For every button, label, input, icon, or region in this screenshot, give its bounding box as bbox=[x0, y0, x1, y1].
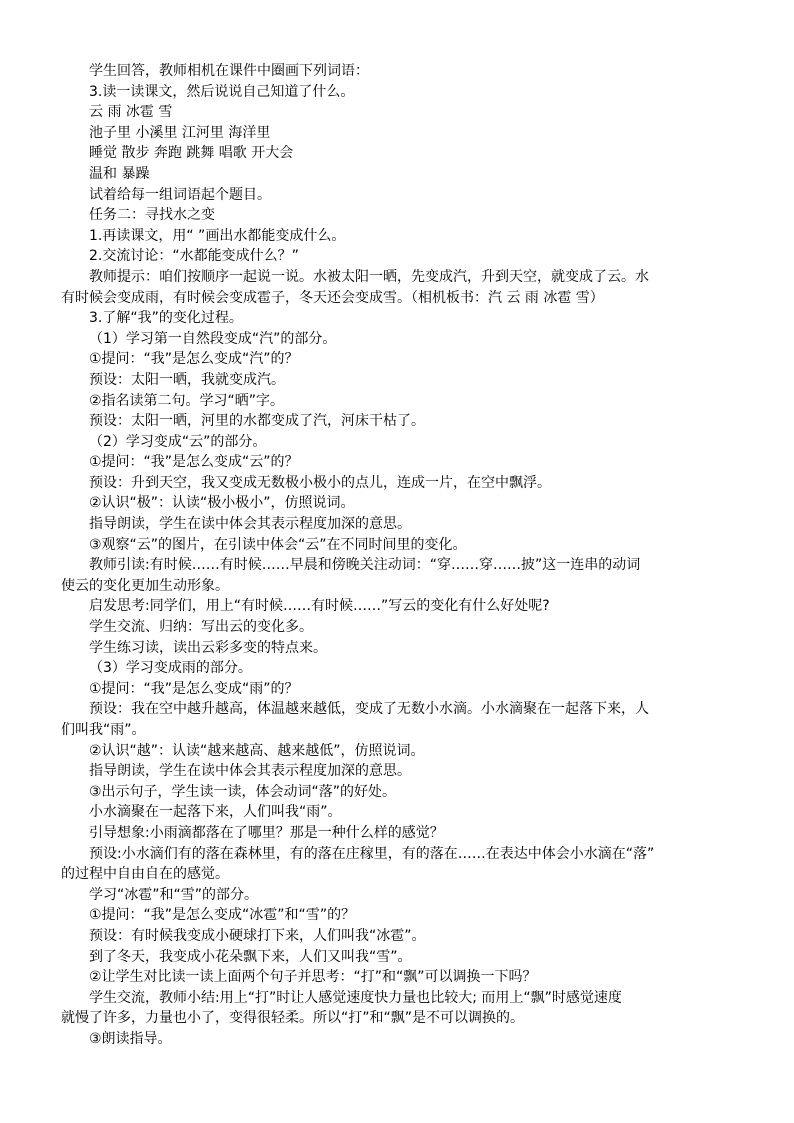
text-line: 预设：有时候我变成小硬球打下来，人们叫我“冰雹”。 bbox=[89, 927, 426, 944]
text-line: 试着给每一组词语起个题目。 bbox=[89, 186, 271, 203]
text-line: 教师引读:有时候……有时候……早晨和傍晚关注动词：“穿……穿……披”这一连串的动词 bbox=[89, 557, 641, 574]
text-line: 预设：我在空中越升越高，体温越来越低，变成了无数小水滴。小水滴聚在一起落下来，人 bbox=[89, 701, 649, 718]
text-line: 就慢了许多，力量也小了，变得很轻柔。所以“打”和“飘”是不可以调换的。 bbox=[61, 1010, 525, 1027]
text-line: ③观察“云”的图片，在引读中体会“云”在不同时间里的变化。 bbox=[89, 536, 467, 553]
text-line: 学习“冰雹”和“雪”的部分。 bbox=[89, 886, 259, 903]
text-line: ②指名读第二句。学习“晒”字。 bbox=[89, 392, 285, 409]
text-line: 指导朗读，学生在读中体会其表示程度加深的意思。 bbox=[89, 516, 411, 533]
text-line: 引导想象:小雨滴都落在了哪里？那是一种什么样的感觉？ bbox=[89, 824, 444, 841]
text-line: ②认识“越”：认读“越来越高、越来越低”，仿照说词。 bbox=[89, 742, 425, 759]
text-line: 任务二：寻找水之变 bbox=[89, 207, 215, 224]
text-line: ①提问：“我”是怎么变成“冰雹”和“雪”的？ bbox=[89, 907, 356, 924]
text-line: ②让学生对比读一读上面两个句子并思考：“打”和“飘”可以调换一下吗？ bbox=[89, 969, 537, 986]
text-line: ③出示句子，学生读一读，体会动词“落”的好处。 bbox=[89, 783, 397, 800]
text-line: 学生交流，教师小结:用上“打”时让人感觉速度快力量也比较大; 而用上“飘”时感觉速度 bbox=[89, 989, 622, 1006]
text-line: 学生回答，教师相机在课件中圈画下列词语： bbox=[89, 63, 369, 79]
text-line: 预设：太阳一晒，河里的水都变成了汽，河床干枯了。 bbox=[89, 413, 425, 430]
text-line: 池子里 小溪里 江河里 海洋里 bbox=[89, 124, 271, 141]
text-line: 预设：升到天空，我又变成无数极小极小的点儿，连成一片，在空中飘浮。 bbox=[89, 474, 551, 491]
text-line: 们叫我“雨”。 bbox=[61, 722, 146, 738]
text-line: （1）学习第一自然段变成“汽”的部分。 bbox=[89, 330, 337, 347]
text-line: 1.再读课文，用“ ”画出水都能变成什么。 bbox=[89, 227, 346, 244]
text-line: 指导朗读，学生在读中体会其表示程度加深的意思。 bbox=[89, 763, 411, 780]
text-line: ①提问：“我”是怎么变成“云”的？ bbox=[89, 454, 299, 471]
text-line: 温和 暴躁 bbox=[89, 165, 150, 182]
text-line: ①提问：“我”是怎么变成“雨”的？ bbox=[89, 680, 299, 697]
text-line: 教师提示：咱们按顺序一起说一说。水被太阳一晒，先变成汽，升到天空，就变成了云。水 bbox=[89, 268, 649, 285]
text-line: 3.了解“我”的变化过程。 bbox=[89, 310, 243, 327]
text-line: 预设:小水滴们有的落在森林里，有的落在庄稼里，有的落在……在表达中体会小水滴在“落” bbox=[89, 845, 655, 862]
text-line: 2.交流讨论：“水都能变成什么？” bbox=[89, 248, 299, 265]
text-line: ③朗读指导。 bbox=[89, 1030, 172, 1047]
text-line: 预设：太阳一晒，我就变成汽。 bbox=[89, 371, 285, 388]
text-line: （2）学习变成“云”的部分。 bbox=[89, 433, 267, 450]
text-line: 使云的变化更加生动形象。 bbox=[61, 577, 229, 594]
text-line: 睡觉 散步 奔跑 跳舞 唱歌 开大会 bbox=[89, 145, 294, 162]
text-line: 启发思考:同学们，用上“有时候……有时候……”写云的变化有什么好处呢? bbox=[89, 598, 550, 615]
text-line: 3.读一读课文，然后说说自己知道了什么。 bbox=[89, 83, 355, 100]
text-line: 云 雨 冰雹 雪 bbox=[89, 104, 173, 121]
text-line: ②认识“极”：认读“极小极小”，仿照说词。 bbox=[89, 495, 355, 512]
text-line: 的过程中自由自在的感觉。 bbox=[61, 866, 229, 883]
text-line: 到了冬天，我变成小花朵飘下来，人们又叫我“雪”。 bbox=[89, 948, 412, 965]
text-line: 有时候会变成雨，有时候会变成雹子，冬天还会变成雪。（相机板书：汽 云 雨 冰雹 雪） bbox=[61, 289, 604, 306]
text-line: 学生交流、归纳：写出云的变化多。 bbox=[89, 619, 313, 636]
text-line: ①提问：“我”是怎么变成“汽”的？ bbox=[89, 351, 299, 368]
text-line: （3）学习变成雨的部分。 bbox=[89, 660, 252, 677]
text-line: 小水滴聚在一起落下来，人们叫我“雨”。 bbox=[89, 804, 342, 821]
text-line: 学生练习读，读出云彩多变的特点来。 bbox=[89, 639, 327, 656]
lesson-plan-text bbox=[61, 61, 711, 1050]
